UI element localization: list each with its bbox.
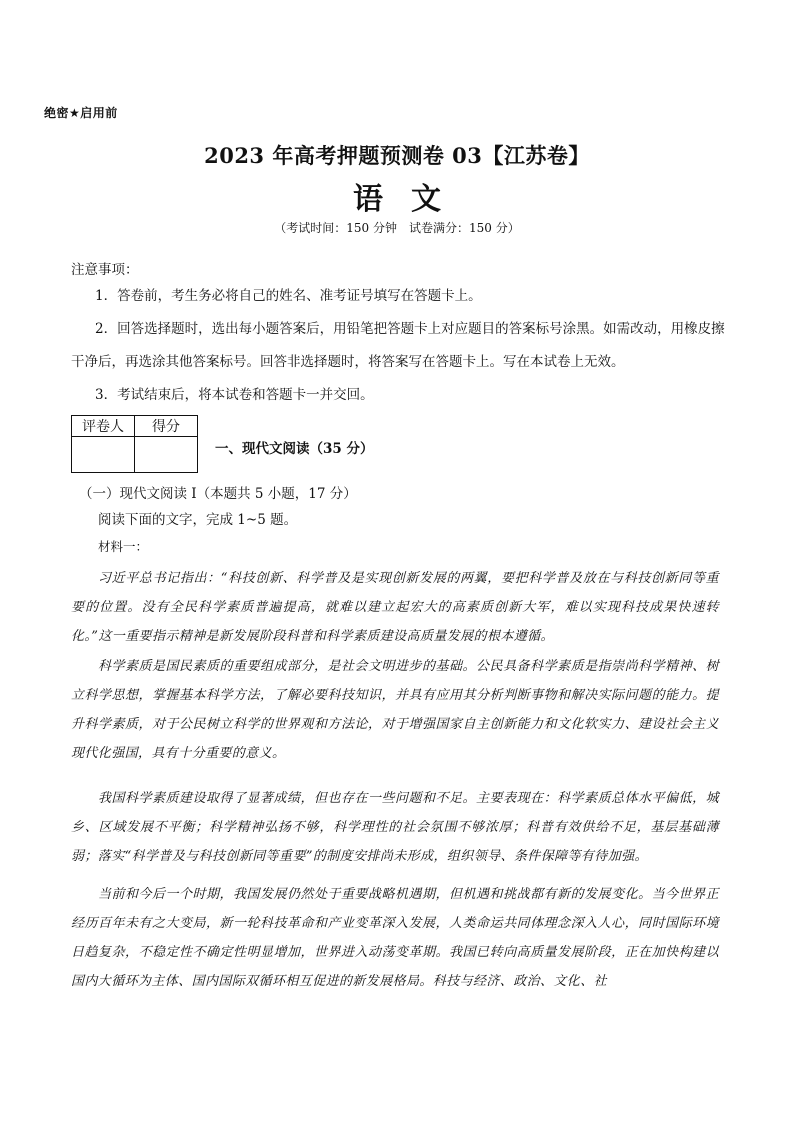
score-table-cell [135, 437, 198, 473]
notice-item: 3．考试结束后，将本试卷和答题卡一并交回。 [95, 387, 374, 403]
score-table [71, 415, 198, 473]
exam-title: 2023 年高考押题预测卷 03【江苏卷】 [204, 143, 590, 168]
body-paragraph: 我国科学素质建设取得了显著成绩，但也存在一些问题和不足。主要表现在：科学素质总体水平偏低，城乡、区域发展不平衡；科学精神弘扬不够，科学理性的社会氛围不够浓厚；科普有效供给不足，基层基础薄弱；落实“科学普及与科技创新同等重要”的制度安排尚未形成，组织领导、条件保障等有待加强。 [71, 791, 719, 864]
body-paragraph: 科学素质是国民素质的重要组成部分，是社会文明进步的基础。公民具备科学素质是指崇尚科学精神、树立科学思想，掌握基本科学方法，了解必要科技知识，并具有应用其分析判断事物和解决实际问题的能力。提升科学素质，对于公民树立科学的世界观和方法论，对于增强国家自主创新能力和文化软实力、建设社会主义现代化强国，具有十分重要的意义。 [71, 659, 719, 761]
section-title: 一、现代文阅读（35 分） [215, 441, 374, 457]
reading-instruction: 阅读下面的文字，完成 1~5 题。 [98, 512, 298, 528]
notice-item: 2．回答选择题时，选出每小题答案后，用铅笔把答题卡上对应题目的答案标号涂黑。如需改动，用橡皮擦干净后，再选涂其他答案标号。回答非选择题时，将答案写在答题卡上。写在本试卷上无效。 [71, 321, 725, 370]
body-paragraph: 习近平总书记指出：“科技创新、科学普及是实现创新发展的两翼，要把科学普及放在与科技创新同等重要的位置。没有全民科学素质普遍提高，就难以建立起宏大的高素质创新大军，难以实现科技成果快速转化。”这一重要指示精神是新发展阶段科普和科学素质建设高质量发展的根本遵循。 [71, 571, 719, 644]
secret-label: 绝密★启用前 [44, 106, 118, 120]
score-table-header-grader: 评卷人 [72, 416, 135, 437]
notice-item: 1．答卷前，考生务必将自己的姓名、准考证号填写在答题卡上。 [95, 288, 482, 304]
notice-title: 注意事项： [71, 262, 139, 278]
part-title: （一）现代文阅读 I（本题共 5 小题，17 分） [79, 486, 357, 502]
score-table-cell [72, 437, 135, 473]
material-label: 材料一： [98, 539, 149, 554]
subject-title: 语文 [353, 182, 469, 217]
exam-time-info: （考试时间：150 分钟 试卷满分：150 分） [274, 221, 520, 235]
body-paragraph: 当前和今后一个时期，我国发展仍然处于重要战略机遇期，但机遇和挑战都有新的发展变化。当今世界正经历百年未有之大变局，新一轮科技革命和产业变革深入发展，人类命运共同体理念深入人心，同时国际环境日趋复杂，不稳定性不确定性明显增加，世界进入动荡变革期。我国已转向高质量发展阶段，正在加快构建以国内大循环为主体、国内国际双循环相互促进的新发展格局。科技与经济、政治、文化、社 [71, 887, 719, 989]
score-table-header-score: 得分 [135, 416, 198, 437]
